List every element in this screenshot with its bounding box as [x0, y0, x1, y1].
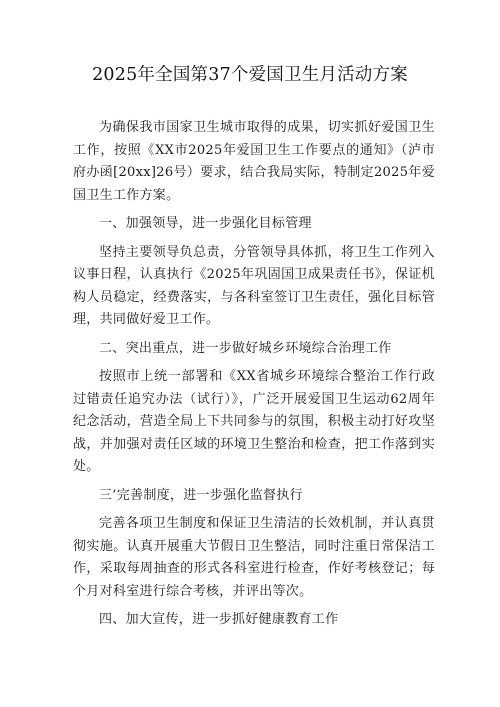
- section-3-heading: 三’完善制度，进一步强化监督执行: [99, 487, 303, 503]
- section-1-body: 坚持主要领导负总责，分管领导具体抓，将卫生工作列入议事日程，认真执行《2025年巩固国卫成果责任书》，保证机构人员稳定，经费落实，与各科室签订卫生责任，强化目标管理，共同做好爱卫工作。: [73, 244, 435, 327]
- document-body: [73, 117, 435, 638]
- document-title: 2025年全国第37个爱国卫生月活动方案: [92, 65, 408, 85]
- section-4-heading: 四、加大宣传，进一步抓好健康教育工作: [99, 612, 339, 627]
- section-2-heading: 二、突出重点，进一步做好城乡环境综合治理工作: [99, 340, 392, 356]
- section-1-heading: 一、加强领导，进一步强化目标管理: [99, 216, 312, 231]
- section-2-body: 按照市上统一部署和《XX省城乡环境综合整治工作行政过错责任追究办法（试行）》，广泛开展爱国卫生运动62周年纪念活动，营造全局上下共同参与的氛围，积极主动打好攻坚战，并加强对责任区域的环境卫生整治和检查，把工作落到实处。: [73, 369, 435, 474]
- section-3-body: 完善各项卫生制度和保证卫生清洁的长效机制，并认真贯彻实施。认真开展重大节假日卫生整洁，同时注重日常保洁工作，采取每周抽查的形式各科室进行检查，作好考核登记；每个月对科室进行综合考核，并评出等次。: [73, 516, 435, 599]
- intro-paragraph: 为确保我市国家卫生城市取得的成果，切实抓好爱国卫生工作，按照《XX市2025年爱国卫生工作要点的通知》（泸市府办函[20xx]26号）要求，结合我局实际，特制定2025年爱国卫生工作方案。: [73, 120, 435, 203]
